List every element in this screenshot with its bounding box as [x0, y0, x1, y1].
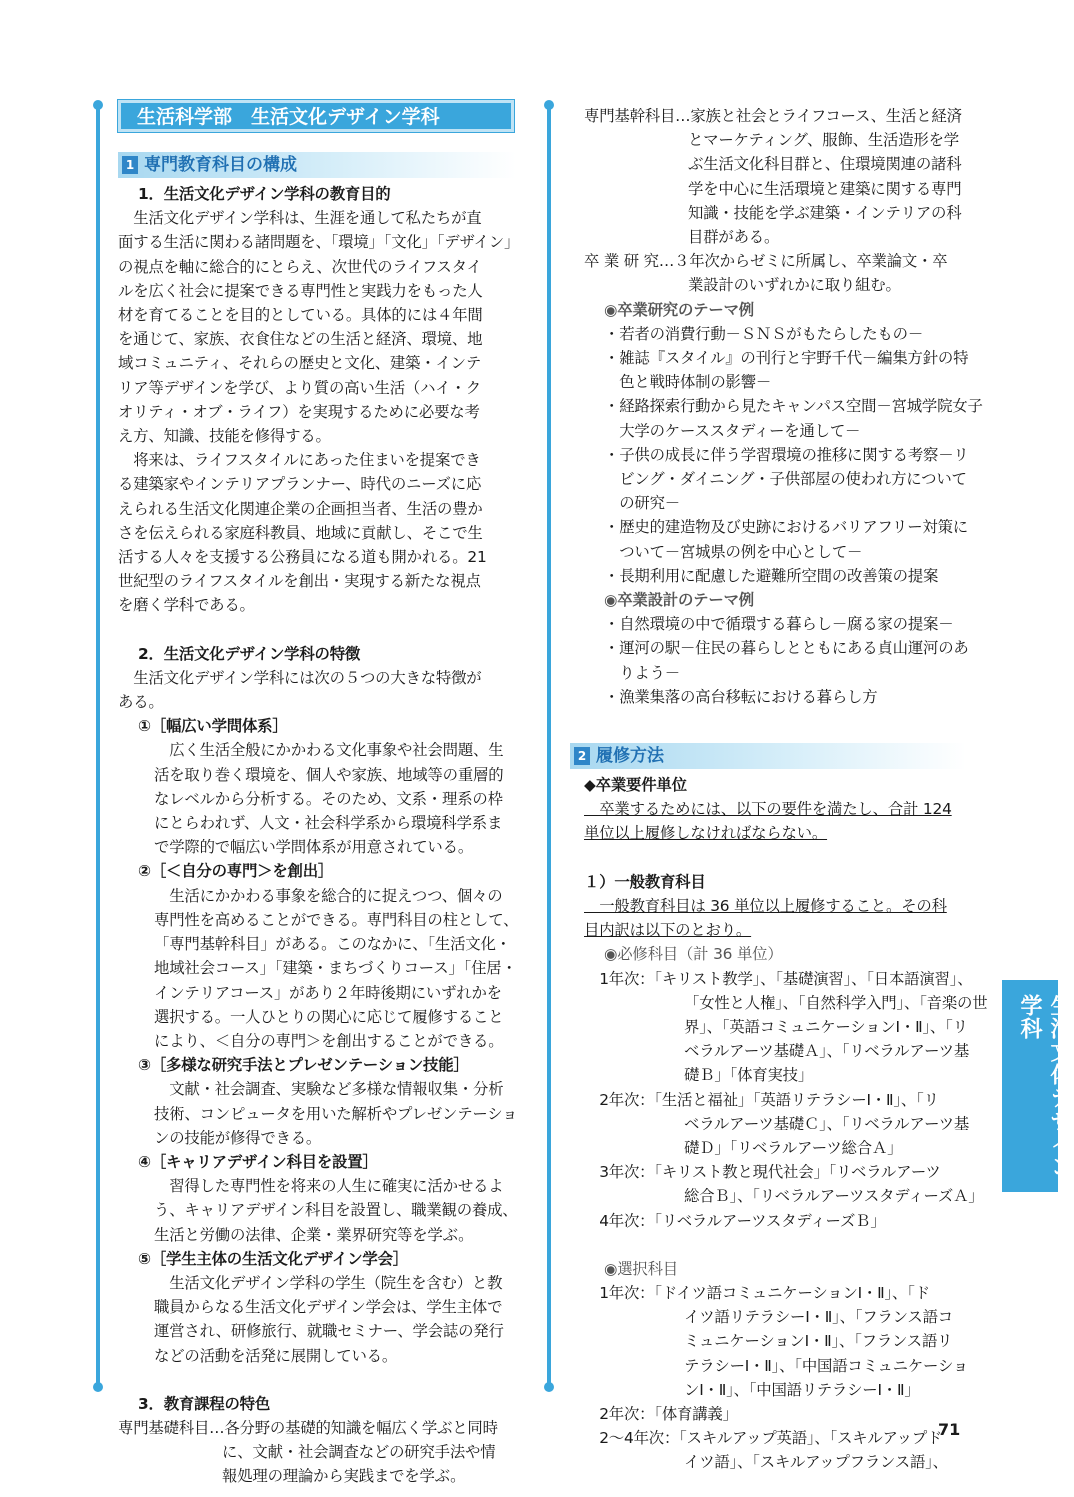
text-line: ルを広く社会に提案できる専門性と実践力をもった人 [118, 281, 483, 300]
text-line: ベラルアーツ基礎Ｃ」、「リベラルアーツ基 [684, 1114, 970, 1133]
text-line: 目群がある。 [688, 228, 780, 247]
text-line: え方、知識、技能を修得する。 [118, 427, 331, 446]
left-rail-top-dot [93, 100, 103, 110]
text-line: 礎Ｄ」「リベラルアーツ総合Ａ」 [684, 1138, 903, 1157]
text-line: う、キャリアデザイン科目を設置し、職業観の養成、 [154, 1201, 518, 1220]
text-line: ・長期利用に配慮した避難所空間の改善策の提案 [604, 566, 939, 585]
text-line: 生活にかかわる事象を総合的に捉えつつ、個々の [154, 886, 503, 905]
text-line: 活する人々を支援する公務員になる道も開かれる。21 [118, 548, 487, 567]
center-rail-bottom-dot [544, 1382, 554, 1392]
text-line: 礎Ｂ」「体育実技」 [684, 1066, 814, 1085]
page-title: 生活科学部 生活文化デザイン学科 [137, 106, 440, 128]
left-column [118, 142, 520, 1489]
text-line: ビング・ダイニング・子供部屋の使われ方について [604, 470, 967, 489]
text-line: インテリアコース」があり２年時後期にいずれかを [154, 983, 502, 1002]
text-line: 文献・社会調査、実験など多様な情報収集・分析 [154, 1080, 504, 1099]
text-line: で学際的で幅広い学問体系が用意されている。 [154, 838, 474, 857]
left-rail-bottom-dot [93, 1382, 103, 1392]
text-line: テラシーⅠ・Ⅱ」、「中国語コミュニケーショ [684, 1356, 969, 1375]
text-line: とマーケティング、服飾、生活造形を学 [688, 131, 959, 150]
text-line: の研究－ [604, 494, 680, 513]
text-line: 2年次：「生活と福祉」「英語リテラシーⅠ・Ⅱ」、「リ [584, 1090, 939, 1109]
text-line: さを伝えられる家庭科教員、地域に貢献し、そこで生 [118, 523, 483, 542]
text-line: 広く生活全般にかかわる文化事象や社会問題、生 [154, 741, 504, 760]
text-line: 界」、「英語コミュニケーションⅠ・Ⅱ」、「リ [684, 1017, 968, 1036]
text-line: 知識・技能を学ぶ建築・インテリアの科 [688, 203, 962, 222]
text-line [584, 846, 966, 870]
text-line: ・経路探索行動から見たキャンパス空間－宮城学院女子 [604, 397, 983, 416]
text-line: 2年次：「体育講義」 [584, 1404, 738, 1423]
text-line: 卒業するためには、以下の要件を満たし、合計 124 [584, 800, 952, 819]
text-line: 4年次：「リベラルアーツスタディーズＢ」 [584, 1211, 886, 1230]
text-line: えられる生活文化関連企業の企画担当者、生活の豊か [118, 499, 483, 518]
text-line: 生活文化デザイン学科は、生涯を通して私たちが直 [118, 209, 482, 228]
text-line: 3年次：「キリスト教と現代社会」「リベラルアーツ [584, 1163, 941, 1182]
text-line: 生活文化デザイン学科には次の５つの大きな特徴が [118, 668, 482, 687]
text-line: イツ語リテラシーⅠ・Ⅱ」、「フランス語コ [684, 1308, 953, 1327]
text-line: 2～4年次：「スキルアップ英語」、「スキルアップド [584, 1429, 943, 1448]
text-line: に、文献・社会調査などの研究手法や情 [222, 1443, 496, 1462]
text-line: ◉卒業研究のテーマ例 [604, 300, 754, 319]
text-line: 専門性を高めることができる。専門科目の柱として、 [154, 910, 519, 929]
text-line: ・歴史的建造物及び史跡におけるバリアフリー対策に [604, 518, 968, 537]
section-heading-1 [118, 152, 516, 178]
text-line: を通じて、家族、衣食住などの生活と経済、環境、地 [118, 330, 483, 349]
text-line: 1．生活文化デザイン学科の教育目的 [138, 185, 391, 203]
text-line: ・子供の成長に伴う学習環境の推移に関する考察－リ [604, 445, 969, 464]
text-line: 1年次：「キリスト教学」、「基礎演習」、「日本語演習」、 [584, 969, 973, 988]
text-line: 単位以上履修しなければならない。 [584, 824, 828, 843]
text-line: ⑤［学生主体の生活文化デザイン学会］ [138, 1249, 408, 1268]
text-line: を磨く学科である。 [118, 596, 255, 615]
text-line: 業設計のいずれかに取り組む。 [688, 276, 901, 295]
text-line: 「専門基幹科目」がある。このなかに、「生活文化・ [154, 935, 511, 954]
text-line: 生活と労働の法律、企業・業界研究等を学ぶ。 [154, 1225, 474, 1244]
left-rail [96, 108, 100, 1388]
section-number-2: 2 [574, 747, 590, 765]
center-rail-top-dot [544, 100, 554, 110]
text-line: 選択する。一人ひとりの関心に応じて履修すること [154, 1007, 504, 1026]
text-line [118, 1368, 516, 1392]
text-line: 報処理の理論から実践までを学ぶ。 [222, 1467, 466, 1486]
text-line: 大学のケーススタディーを通して－ [604, 421, 861, 440]
page-number: 71 [938, 1420, 961, 1439]
text-line: 面する生活に関わる諸問題を、「環境」「文化」「デザイン」 [118, 233, 520, 252]
text-line: ・雑誌『スタイル』の刊行と宇野千代－編集方針の特 [604, 349, 969, 368]
text-line: 専門基礎科目…各分野の基礎的知識を幅広く学ぶと同時 [118, 1418, 498, 1437]
text-line: などの活動を活発に展開している。 [154, 1346, 398, 1365]
text-line: 材を育てることを目的としている。具体的には４年間 [118, 306, 483, 325]
text-line: ベラルアーツ基礎Ａ」、「リベラルアーツ基 [684, 1042, 970, 1061]
text-line: 習得した専門性を将来の人生に確実に活かせるよ [154, 1177, 504, 1196]
text-line: 職員からなる生活文化デザイン学会は、学生主体で [154, 1298, 503, 1317]
text-line: ①［幅広い学問体系］ [138, 717, 288, 736]
text-line: ・運河の駅－住民の暮らしとともにある貞山運河のあ [604, 639, 969, 658]
text-line: 生活文化デザイン学科の学生（院生を含む）と教 [154, 1273, 503, 1292]
text-line: イツ語」、「スキルアップフランス語」、 [684, 1453, 948, 1472]
text-line: にとらわれず、人文・社会科学系から環境科学系ま [154, 814, 503, 833]
text-line: ③［多様な研究手法とプレゼンテーション技能］ [138, 1056, 469, 1075]
text-line: 目内訳は以下のとおり。 [584, 921, 752, 940]
text-line: 域コミュニティ、それらの歴史と文化、建築・インテ [118, 354, 482, 373]
text-line: ◉選択科目 [604, 1259, 678, 1278]
text-line: ンの技能が修得できる。 [154, 1128, 322, 1147]
right-text-block-top [584, 104, 983, 733]
text-line: りよう－ [604, 663, 680, 682]
text-line [118, 618, 516, 642]
text-line [584, 709, 966, 733]
text-line: オリティ・オブ・ライフ）を実現するために必要な考 [118, 402, 480, 421]
text-line: 活を取り巻く環境を、個人や家族、地域等の重層的 [154, 765, 504, 784]
text-line: により、＜自分の専門＞を創出することができる。 [154, 1031, 504, 1050]
text-line: なレベルから分析する。そのため、文系・理系の枠 [154, 789, 503, 808]
text-line: 卒 業 研 究…３年次からゼミに所属し、卒業論文・卒 [584, 252, 948, 271]
text-line: 将来は、ライフスタイルにあった住まいを提案でき [118, 451, 481, 470]
center-rail [547, 108, 551, 1388]
left-text-block [118, 182, 520, 1489]
text-line: ・自然環境の中で循環する暮らし－腐る家の提案－ [604, 615, 954, 634]
text-line: ミュニケーションⅠ・Ⅱ」、「フランス語リ [684, 1332, 953, 1351]
section-title-2: 履修方法 [596, 746, 664, 767]
text-line: 一般教育科目は 36 単位以上履修すること。その科 [584, 896, 947, 915]
right-column [577, 104, 988, 1475]
section-number-1: 1 [122, 156, 138, 174]
text-line: ンⅠ・Ⅱ」、「中国語リテラシーⅠ・Ⅱ」 [684, 1380, 920, 1399]
text-line [584, 1233, 966, 1257]
text-line: 3．教育課程の特色 [138, 1394, 271, 1413]
text-line: ある。 [118, 693, 164, 712]
text-line: る建築家やインテリアプランナー、時代のニーズに応 [118, 475, 482, 494]
text-line: 学を中心に生活環境と建築に関する専門 [688, 179, 962, 198]
text-line: ついて－宮城県の例を中心として－ [604, 542, 863, 561]
page-title-box [118, 100, 514, 132]
text-line: ②［＜自分の専門＞を創出］ [138, 862, 334, 881]
text-line: 総合Ｂ」、「リベラルアーツスタディーズＡ」 [684, 1187, 984, 1206]
text-line: 2．生活文化デザイン学科の特徴 [138, 644, 361, 663]
text-line: 技術、コンピュータを用いた解析やプレゼンテーショ [154, 1104, 518, 1123]
text-line: 色と戦時体制の影響－ [604, 373, 772, 392]
text-line: 運営され、研修旅行、就職セミナー、学会誌の発行 [154, 1322, 504, 1341]
right-text-block-bottom [584, 773, 988, 1474]
text-line: ◉必修科目（計 36 単位） [604, 945, 783, 964]
text-line: ◉卒業設計のテーマ例 [604, 591, 754, 610]
side-tab [1002, 980, 1072, 1192]
side-tab-label: 生活文化デザイン学科 [1017, 994, 1072, 1178]
text-line: 1年次：「ドイツ語コミュニケーションⅠ・Ⅱ」、「ド [584, 1283, 930, 1302]
text-line: ④［キャリアデザイン科目を設置］ [138, 1152, 378, 1171]
text-line: 専門基幹科目…家族と社会とライフコース、生活と経済 [584, 107, 962, 125]
text-line: 世紀型のライフスタイルを創出・実現する新たな視点 [118, 572, 481, 591]
text-line: ぶ生活文化科目群と、住環境関連の諸科 [688, 155, 962, 174]
text-line: ・若者の消費行動－ＳＮＳがもたらしたもの－ [604, 324, 924, 343]
text-line: の視点を軸に総合的にとらえ、次世代のライフスタイ [118, 257, 482, 276]
text-line: 地域社会コース」「建築・まちづくりコース」「住居・ [154, 959, 517, 978]
section-title-1: 専門教育科目の構成 [144, 155, 297, 175]
text-line: １）一般教育科目 [584, 872, 706, 891]
text-line: ◆卒業要件単位 [584, 776, 687, 795]
text-line: リア等デザインを学び、より質の高い生活（ハイ・ク [118, 378, 481, 397]
text-line: 「女性と人権」、「自然科学入門」、「音楽の世 [684, 993, 988, 1012]
text-line: ・漁業集落の高台移転における暮らし方 [604, 687, 878, 706]
section-heading-2 [570, 743, 966, 769]
